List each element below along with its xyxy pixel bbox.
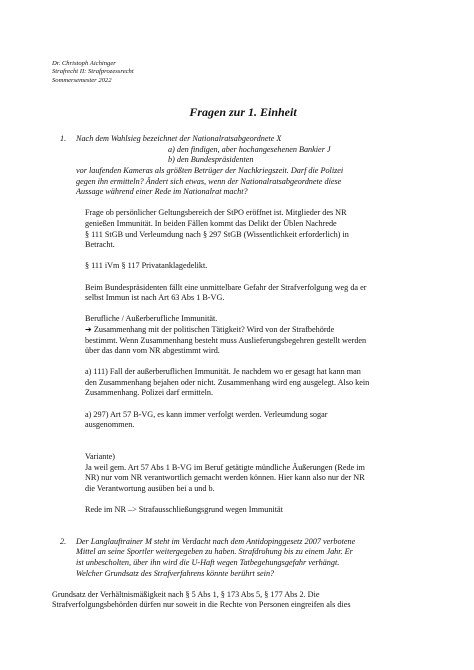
question-line: Mittel an seine Sportler weitergegeben zu haben. Strafdrohung bis zu einem Jahr. Er	[76, 547, 353, 557]
answer-line: ausgenommen.	[85, 420, 135, 430]
answer-paragraph	[85, 283, 424, 304]
answer-paragraph	[85, 261, 424, 272]
answer-line: selbst Immun ist nach Art 63 Abs 1 B-VG.	[85, 293, 225, 303]
question-1-number: 1.	[60, 134, 67, 144]
question-1	[52, 134, 434, 198]
answer-line: Strafverfolgungsbehörden dürfen nur soweit in die Rechte von Personen eingreifen als dies	[52, 600, 351, 610]
answer-line: Rede im NR –> Strafausschließungsgrund wegen Immunität	[85, 505, 283, 514]
question-2	[52, 537, 434, 579]
variant-paragraph	[85, 452, 424, 494]
question-line: ist unbescholten, über ihn wird die U-Haft wegen Tatbegehungsgefahr verhängt.	[76, 557, 340, 567]
header-course: Strafrecht II: Strafprozessrecht	[52, 68, 134, 76]
document-header	[52, 60, 434, 85]
answer-line: die Verantwortung ausüben bei a und b.	[85, 483, 215, 493]
variant-paragraph	[85, 505, 424, 516]
page-title: Fragen zur 1. Einheit	[189, 105, 297, 120]
answer-line: a) 111) Fall der außerberuflichen Immunität. Je nachdem wo er gesagt hat kann man	[85, 367, 361, 377]
question-line: Welcher Grundsatz des Strafverfahrens könnte berührt sein?	[76, 568, 275, 578]
answer-line: a) 297) Art 57 B-VG, es kann immer verfolgt werden. Verleumdung sogar	[85, 409, 328, 419]
question-line: Aussage während einer Rede im Nationalrat macht?	[76, 187, 248, 197]
answer-paragraph	[85, 410, 424, 431]
question-2-text	[76, 537, 434, 579]
question-line: gegen ihn ermitteln? Ändert sich etwas, wenn der Nationalratsabgeordnete diese	[76, 176, 342, 186]
answer-line: Berufliche / Außerberufliche Immunität.	[85, 314, 218, 324]
answer-paragraph	[85, 208, 424, 250]
answer-line: Variante)	[85, 452, 116, 462]
answer-2	[52, 590, 428, 611]
answer-line: § 111 StGB und Verleumdung nach § 297 StGB (Wissentlichkeit erforderlich) in	[85, 229, 349, 239]
header-author: Dr. Christoph Aichinger	[52, 60, 116, 67]
question-line: Nach dem Wahlsieg bezeichnet der Nationalratsabgeordnete X	[76, 134, 282, 144]
answer-line: über das dann vom NR abgestimmt wird.	[85, 346, 220, 356]
answer-line: NR) nur vom NR verantwortlich gemacht werden können. Hier kann also nur der NR	[85, 473, 365, 483]
question-1-text	[76, 134, 434, 198]
answer-line: Zusammenhang. Polizei darf ermitteln.	[85, 388, 214, 398]
answer-paragraph	[85, 314, 424, 356]
question-2-number: 2.	[60, 536, 67, 546]
header-term: Sommersemester 2022	[52, 76, 112, 84]
answer-line: bestimmt. Wenn Zusammenhang besteht muss Auslieferungsbegehren gestellt werden	[85, 335, 367, 345]
answer-line: ➔ Zusammenhang mit der politischen Tätigkeit? Wird von der Strafbehörde	[85, 324, 335, 334]
answer-line: Grundsatz der Verhältnismäßigkeit nach § 5 Abs 1, § 173 Abs 5, § 177 Abs 2. Die	[52, 589, 320, 599]
answer-line: Beim Bundespräsidenten fällt eine unmittelbare Gefahr der Strafverfolgung weg da er	[85, 282, 367, 292]
question-line: b) den Bundespräsidenten	[168, 155, 254, 165]
answer-line: Betracht.	[85, 240, 115, 250]
question-line: a) den findigen, aber hochangesehenen Bankier J	[168, 144, 331, 154]
answer-line: § 111 iVm § 117 Privatanklagedelikt.	[85, 261, 208, 271]
answer-line: Frage ob persönlicher Geltungsbereich der StPO eröffnet ist. Mitglieder des NR	[85, 208, 347, 218]
question-line: Der Langlauftrainer M steht im Verdacht nach dem Antidopinggesetz 2007 verbotene	[76, 536, 356, 546]
question-line: vor laufenden Kameras als größten Betrüger der Nachkriegszeit. Darf die Polizei	[76, 166, 344, 175]
answer-1	[85, 208, 424, 515]
answer-line: Ja weil gem. Art 57 Abs 1 B-VG im Beruf getätigte mündliche Äußerungen (Rede im	[85, 462, 365, 472]
answer-line: genießen Immunität. In beiden Fällen kommt das Delikt der Üblen Nachrede	[85, 218, 337, 228]
answer-paragraph	[85, 367, 424, 399]
answer-line: den Zusammenhang bejahen oder nicht. Zusammenhang wird eng ausgelegt. Also kein	[85, 377, 370, 387]
